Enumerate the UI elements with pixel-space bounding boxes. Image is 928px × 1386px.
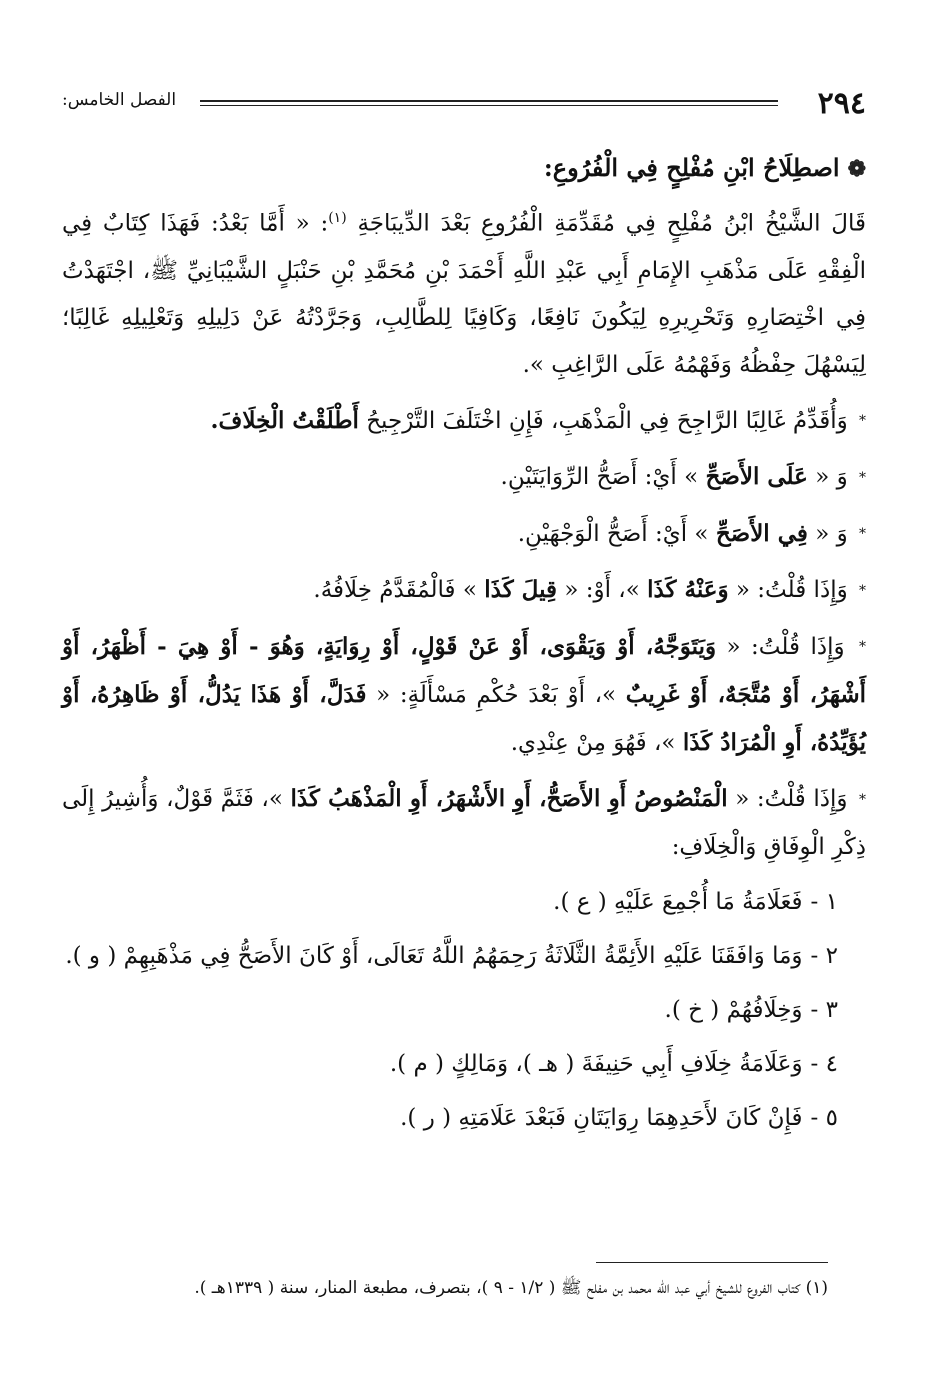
item-suffix: »، فَثَمَّ قَوْلٌ، وَأُشِيرُ إِلَى ذِكْرِ الْوِفَاقِ وَالْخِلَافِ:: [62, 786, 866, 860]
item-suffix: » فَالْمُقَدَّمُ خِلَافُهُ.: [313, 577, 477, 604]
asterisk-bullet-icon: *: [859, 469, 866, 486]
footnote-rule: [596, 1262, 828, 1263]
item-text: فَإِنْ كَانَ لأَحَدِهِمَا رِوَايَتَانِ فَبَعْدَ عَلَامَتِهِ ( ر ).: [400, 1104, 803, 1131]
intro-text-2: : « أَمَّا بَعْدُ: فَهَذَا كِتَابٌ فِي الْفِقْهِ عَلَى مَذْهَبِ الإِمَامِ أَبِي عَبْدِ اللَّهِ أَحْمَدَ بْنِ مُحَمَّدِ بْنِ حَنْبَلٍ الشَّيْبَانِيِّ ﷺ، اجْتَهَدْتُ فِي اخْتِصَارِهِ وَتَحْرِيرِهِ لِيَكُونَ نَافِعًا، وَكَافِيًا لِلطَّالِبِ، وَجَرَّدْتُهُ عَنْ دَلِيلِهِ وَتَعْلِيلِهِ غَالِبًا؛ لِيَسْهُلَ حِفْظُهُ وَفَهْمُهُ عَلَى الرَّاغِبِ ».: [62, 210, 866, 378]
item-number: ١ -: [810, 888, 838, 915]
item-number: ٢ -: [810, 942, 838, 969]
asterisk-bullet-icon: *: [859, 582, 866, 599]
item-middle: »، أَوْ بَعْدَ حُكْمِ مَسْأَلَةٍ: «: [376, 682, 617, 709]
header-rule: [200, 100, 778, 106]
footnote-mark: (١): [805, 1278, 828, 1298]
numbered-item: [62, 1041, 866, 1087]
item-term: أَطْلَقْتُ الْخِلَافَ.: [210, 406, 359, 434]
footnote-reference: (١): [328, 210, 347, 226]
item-prefix: وَإِذَا قُلْتُ: «: [735, 577, 848, 604]
item-number: ٣ -: [810, 996, 838, 1023]
numbered-item: [62, 1095, 866, 1141]
item-term: الْمَنْصُوصُ أَوِ الأَصَحُّ، أَوِ الأَشْهَرُ، أَوِ الْمَذْهَبُ كَذَا: [290, 785, 728, 813]
item-prefix: وَ «: [815, 520, 848, 547]
item-term: فِي الأَصَحِّ: [715, 519, 808, 547]
list-item: [62, 775, 866, 871]
list-item: [62, 623, 866, 768]
page-body: [62, 148, 866, 1141]
footnote-text: كتاب الفروع للشيخ أبي عبد الله محمد بن مفلح ﷺ ( ١/٢ - ٩ )، بتصرف، مطبعة المنار، سنة ( ١٣٣٩هـ ).: [194, 1278, 801, 1298]
asterisk-bullet-icon: *: [859, 526, 866, 543]
item-suffix: »، فَهُوَ مِنْ عِنْدِي.: [510, 730, 676, 757]
item-text: وَأُقَدِّمُ غَالِبًا الرَّاجِحَ فِي الْمَذْهَبِ، فَإِنِ اخْتَلَفَ التَّرْجِيحُ: [366, 407, 848, 434]
item-term: عَلَى الأَصَحِّ: [705, 463, 808, 491]
footnote: [62, 1272, 828, 1304]
numbered-item: [62, 933, 866, 979]
list-item: [62, 453, 866, 502]
numbered-item: [62, 879, 866, 925]
item-prefix: وَإِذَا قُلْتُ: «: [726, 633, 845, 660]
item-middle: »، أَوْ: «: [564, 577, 640, 604]
item-suffix: » أَيْ: أَصَحُّ الرِّوَايَتَيْنِ.: [500, 464, 699, 491]
item-term: وَعَنْهُ كَذَا: [647, 576, 729, 604]
list-item: [62, 397, 866, 446]
section-heading-text: اصطِلَاحُ ابْنِ مُفْلِحٍ فِي الْفُرُوعِ:: [543, 153, 840, 182]
list-item: [62, 510, 866, 559]
intro-paragraph: [62, 195, 866, 389]
chapter-title: الفصل الخامس:: [62, 90, 177, 110]
item-term-2: فَدَلَّ، أَوْ هَذَا يَدُلُّ، أَوْ ظَاهِرُهُ، أَوْ يُؤَيِّدُهُ، أَوِ الْمُرَادُ كَذَا: [62, 681, 866, 757]
item-number: ٤ -: [810, 1050, 838, 1077]
item-suffix: » أَيْ: أَصَحُّ الْوَجْهَيْنِ.: [517, 520, 709, 547]
intro-text-1: قَالَ الشَّيْخُ ابْنُ مُفْلِحٍ فِي مُقَدِّمَةِ الْفُرُوعِ بَعْدَ الدِّيبَاجَةِ: [357, 210, 866, 237]
numbered-list: [62, 879, 866, 1141]
asterisk-bullet-icon: *: [859, 639, 867, 656]
page-number: ٢٩٤: [817, 86, 866, 121]
item-text: وَمَا وَافَقَنَا عَلَيْهِ الأَئِمَّةُ الثَّلَاثَةُ رَحِمَهُمُ اللَّهُ تَعَالَى، أَوْ كَانَ الأَصَحُّ فِي مَذْهَبِهِمْ ( و ).: [65, 942, 803, 969]
asterisk-bullet-icon: *: [859, 413, 866, 430]
item-number: ٥ -: [810, 1104, 838, 1131]
running-header: [62, 84, 866, 124]
item-text: وَعَلَامَةُ خِلَافِ أَبِي حَنِيفَةَ ( هـ )، وَمَالِكٍ ( م ).: [389, 1050, 803, 1077]
item-prefix: وَإِذَا قُلْتُ: «: [735, 786, 848, 813]
flower-ornament-icon: ❁: [847, 156, 866, 182]
numbered-item: [62, 987, 866, 1033]
item-term-2: قِيلَ كَذَا: [484, 576, 558, 604]
item-prefix: وَ «: [815, 464, 848, 491]
list-item: [62, 566, 866, 615]
section-heading: [62, 148, 866, 189]
item-text: وَخِلَافُهُمْ ( خ ).: [664, 996, 803, 1023]
item-text: فَعَلَامَةُ مَا أُجْمِعَ عَلَيْهِ ( ع ).: [553, 888, 803, 915]
item-term: وَيَتَوَجَّهُ، أَوْ وَيَقْوَى، أَوْ عَنْ قَوْلٍ، أَوْ رِوَايَةٍ، وَهُوَ - أَوْ هِيَ - أَظْهَرُ، أَوْ أَشْهَرُ، أَوْ مُتَّجَهٌ، أَوْ غَرِيبٌ: [62, 632, 867, 709]
asterisk-bullet-icon: *: [859, 791, 867, 808]
